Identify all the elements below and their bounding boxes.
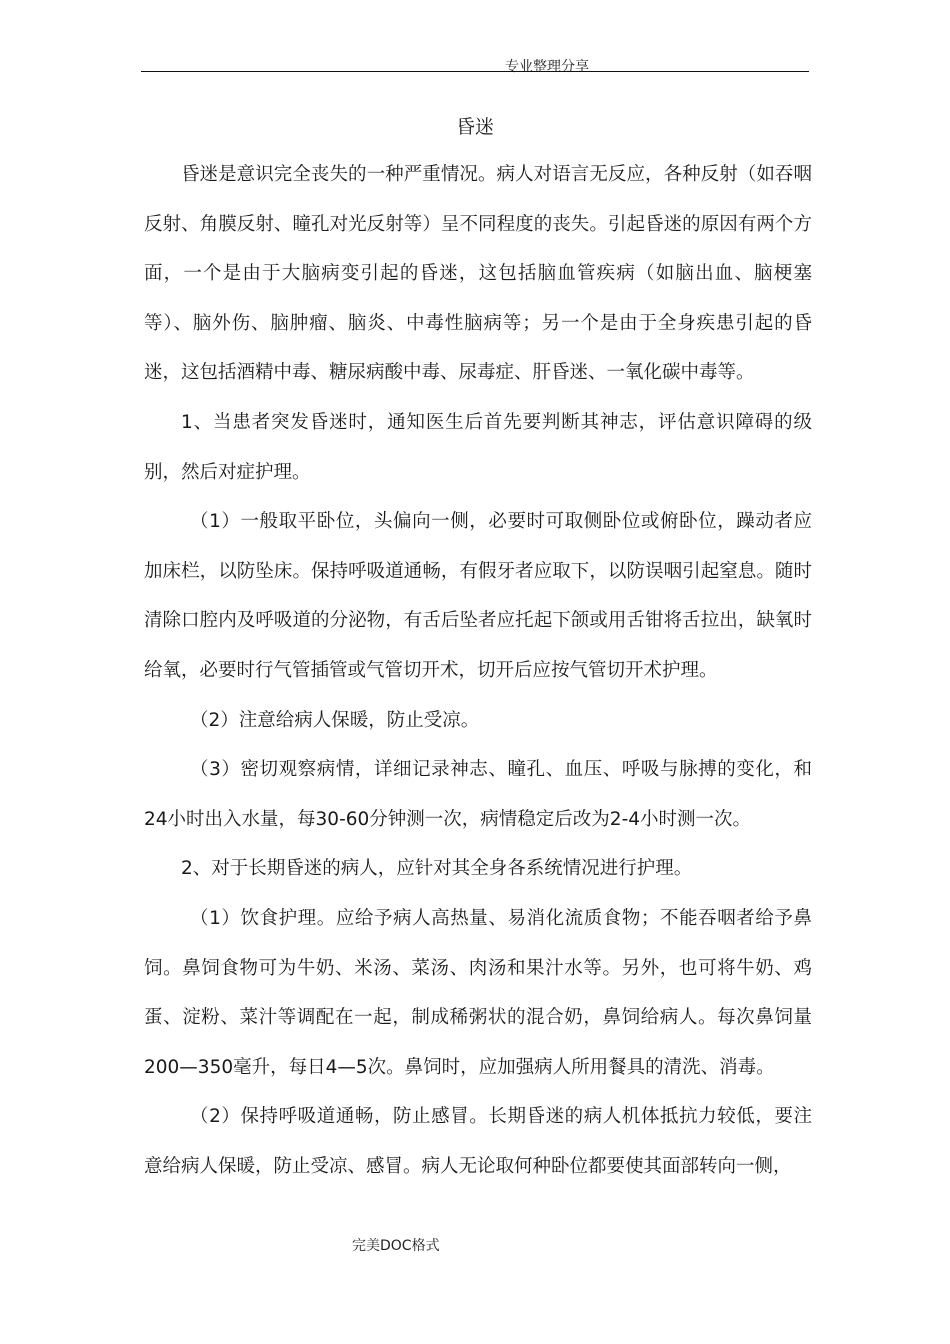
- header-divider: [141, 71, 809, 72]
- paragraph-1-2: （2）注意给病人保暖，防止受凉。: [190, 709, 480, 731]
- page-header-text: 专业整理分享: [505, 59, 589, 75]
- page-footer-text: 完美DOC格式: [352, 1238, 440, 1254]
- paragraph-section-2: 2、对于长期昏迷的病人，应针对其全身各系统情况进行护理。: [181, 858, 693, 880]
- document-title: 昏迷: [455, 116, 494, 138]
- document-body: [144, 150, 812, 1191]
- paragraph-2-1: （1）饮食护理。应给予病人高热量、易消化流质食物；不能吞咽者给予鼻饲。鼻饲食物可为牛奶、米汤、菜汤、肉汤和果汁水等。另外，也可将牛奶、鸡蛋、淀粉、菜汁等调配在一起，制成稀粥状的混合奶，鼻饲给病人。每次鼻饲量200—350毫升，每日4—5次。鼻饲时，应加强病人所用餐具的清洗、消毒。: [144, 907, 812, 1078]
- paragraph-1-1: （1）一般取平卧位，头偏向一侧，必要时可取侧卧位或俯卧位，躁动者应加床栏，以防坠床。保持呼吸道通畅，有假牙者应取下，以防误咽引起窒息。随时清除口腔内及呼吸道的分泌物，有舌后坠者应托起下颌或用舌钳将舌拉出，缺氧时给氧，必要时行气管插管或气管切开术，切开后应按气管切开术护理。: [144, 511, 812, 681]
- paragraph-intro: 昏迷是意识完全丧失的一种严重情况。病人对语言无反应，各种反射（如吞咽反射、角膜反射、瞳孔对光反射等）呈不同程度的丧失。引起昏迷的原因有两个方面，一个是由于大脑病变引起的昏迷，这包括脑血管疾病（如脑出血、脑梗塞等）、脑外伤、脑肿瘤、脑炎、中毒性脑病等；另一个是由于全身疾患引起的昏迷，这包括酒精中毒、糖尿病酸中毒、尿毒症、肝昏迷、一氧化碳中毒等。: [144, 164, 812, 384]
- paragraph-2-2: （2）保持呼吸道通畅，防止感冒。长期昏迷的病人机体抵抗力较低，要注意给病人保暖，防止受凉、感冒。病人无论取何种卧位都要使其面部转向一侧，: [144, 1106, 812, 1177]
- paragraph-1-3: （3）密切观察病情，详细记录神志、瞳孔、血压、呼吸与脉搏的变化，和24小时出入水量，每30-60分钟测一次，病情稳定后改为2-4小时测一次。: [144, 759, 812, 830]
- paragraph-section-1: 1、当患者突发昏迷时，通知医生后首先要判断其神志，评估意识障碍的级别，然后对症护理。: [144, 411, 812, 483]
